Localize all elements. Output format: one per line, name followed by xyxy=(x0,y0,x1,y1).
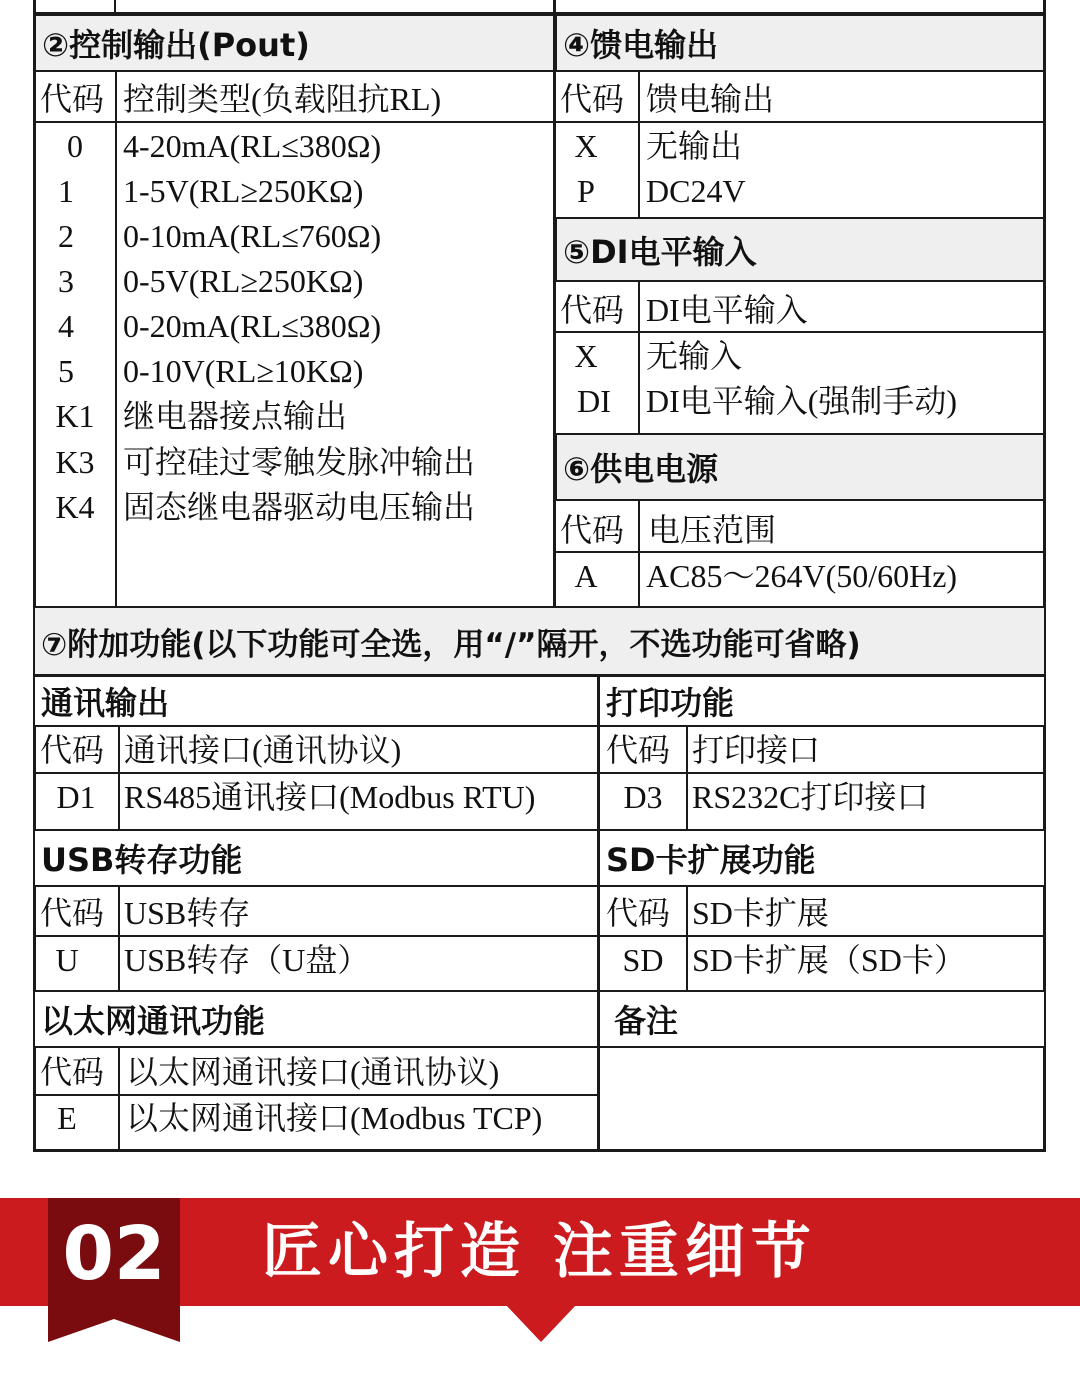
usb-desc: USB转存（U盘） xyxy=(124,942,370,978)
remark-title: 备注 xyxy=(614,1002,679,1040)
control-desc: 可控硅过零触发脉冲输出 xyxy=(123,444,476,480)
control-code: 5 xyxy=(58,353,74,389)
control-desc: 1-5V(RL≥250KΩ) xyxy=(123,173,364,209)
usb-desc-header: USB转存 xyxy=(124,895,251,931)
control-output-title: ②控制输出(Pout) xyxy=(42,26,310,64)
grid-line xyxy=(115,72,117,607)
usb-header xyxy=(33,829,599,887)
usb-code: U xyxy=(55,942,79,978)
di-input-header xyxy=(555,217,1045,282)
feed-code-header: 代码 xyxy=(560,81,625,117)
grid-line xyxy=(638,72,640,218)
print-code-header: 代码 xyxy=(606,732,671,768)
grid-line xyxy=(638,501,640,607)
control-code: 1 xyxy=(58,173,74,209)
di-code-header: 代码 xyxy=(560,292,625,328)
grid-line xyxy=(553,14,556,608)
feed-desc: 无输出 xyxy=(646,128,743,164)
banner-pointer xyxy=(505,1304,577,1342)
control-desc: 0-10mA(RL≤760Ω) xyxy=(123,218,382,254)
comm-code-header: 代码 xyxy=(40,732,105,768)
ethernet-title: 以太网通讯功能 xyxy=(41,1002,266,1040)
control-desc: 固态继电器驱动电压输出 xyxy=(123,489,476,525)
feed-output-title: ④馈电输出 xyxy=(563,26,719,64)
control-desc: 4-20mA(RL≤380Ω) xyxy=(123,128,382,164)
print-desc: RS232C打印接口 xyxy=(692,779,929,815)
di-desc: 无输入 xyxy=(646,338,743,374)
usb-title: USB转存功能 xyxy=(41,841,243,879)
control-code: 0 xyxy=(67,128,83,164)
power-title: ⑥供电电源 xyxy=(563,450,719,488)
extra-functions-title: ⑦附加功能(以下功能可全选，用“/”隔开，不选功能可省略) xyxy=(41,626,861,663)
grid-line xyxy=(33,772,1046,774)
sd-code: SD xyxy=(622,942,664,978)
control-code: K3 xyxy=(55,444,95,480)
control-output-header xyxy=(34,14,555,72)
print-desc-header: 打印接口 xyxy=(692,732,821,768)
ethernet-desc: 以太网通讯接口(Modbus TCP) xyxy=(126,1100,543,1136)
ethernet-code-header: 代码 xyxy=(40,1054,105,1090)
control-code: 4 xyxy=(58,308,74,344)
power-desc: AC85～264V(50/60Hz) xyxy=(646,558,958,594)
control-desc: 0-5V(RL≥250KΩ) xyxy=(123,263,364,299)
feed-desc-header: 馈电输出 xyxy=(646,81,775,117)
grid-line xyxy=(686,887,688,991)
di-code: X xyxy=(574,338,598,374)
feed-code: P xyxy=(577,173,595,209)
power-code: A xyxy=(574,558,598,594)
grid-line xyxy=(118,727,120,830)
grid-line xyxy=(638,282,640,434)
control-desc: 0-10V(RL≥10KΩ) xyxy=(123,353,364,389)
usb-code-header: 代码 xyxy=(40,895,105,931)
section-number: 02 xyxy=(62,1211,166,1297)
control-code: K1 xyxy=(55,398,95,434)
grid-line xyxy=(33,935,1046,937)
print-title: 打印功能 xyxy=(606,684,735,722)
power-code-header: 代码 xyxy=(560,512,625,548)
extra-functions-header xyxy=(33,606,1046,676)
power-header xyxy=(555,433,1045,501)
sd-desc: SD卡扩展（SD卡） xyxy=(692,942,966,978)
section-title: 匠心打造 注重细节 xyxy=(262,1217,817,1287)
di-input-title: ⑤DI电平输入 xyxy=(563,232,757,271)
grid-line xyxy=(33,121,555,123)
comm-code: D1 xyxy=(56,779,96,815)
di-code: DI xyxy=(577,383,611,419)
feed-code: X xyxy=(574,128,598,164)
grid-line xyxy=(33,1149,1046,1152)
ethernet-desc-header: 以太网通讯接口(通讯协议) xyxy=(126,1054,500,1090)
print-code: D3 xyxy=(623,779,663,815)
comm-title: 通讯输出 xyxy=(41,684,170,722)
grid-line xyxy=(118,1048,120,1152)
control-type-header: 控制类型(负载阻抗RL) xyxy=(123,81,442,117)
di-desc-header: DI电平输入 xyxy=(646,292,808,328)
ethernet-code: E xyxy=(57,1100,77,1136)
feed-desc: DC24V xyxy=(646,173,746,209)
control-code: 3 xyxy=(58,263,74,299)
di-desc: DI电平输入(强制手动) xyxy=(646,383,958,419)
power-desc-header: 电压范围 xyxy=(648,512,777,548)
sd-title: SD卡扩展功能 xyxy=(606,841,816,879)
control-code: 2 xyxy=(58,218,74,254)
sd-header xyxy=(598,829,1046,887)
comm-header xyxy=(33,675,599,727)
ethernet-header xyxy=(33,990,599,1048)
remark-header xyxy=(598,990,1046,1048)
grid-line xyxy=(555,121,1045,123)
grid-line xyxy=(555,551,1045,553)
grid-line xyxy=(597,675,600,1152)
sd-desc-header: SD卡扩展 xyxy=(692,895,829,931)
feed-output-header xyxy=(555,14,1045,72)
control-desc: 继电器接点输出 xyxy=(123,398,348,434)
control-desc: 0-20mA(RL≤380Ω) xyxy=(123,308,382,344)
grid-line xyxy=(686,727,688,830)
grid-line xyxy=(118,887,120,991)
comm-desc: RS485通讯接口(Modbus RTU) xyxy=(124,779,536,815)
print-header xyxy=(598,675,1046,727)
sd-code-header: 代码 xyxy=(606,895,671,931)
control-code: K4 xyxy=(55,489,95,525)
comm-desc-header: 通讯接口(通讯协议) xyxy=(124,732,402,768)
control-code-header: 代码 xyxy=(40,81,105,117)
